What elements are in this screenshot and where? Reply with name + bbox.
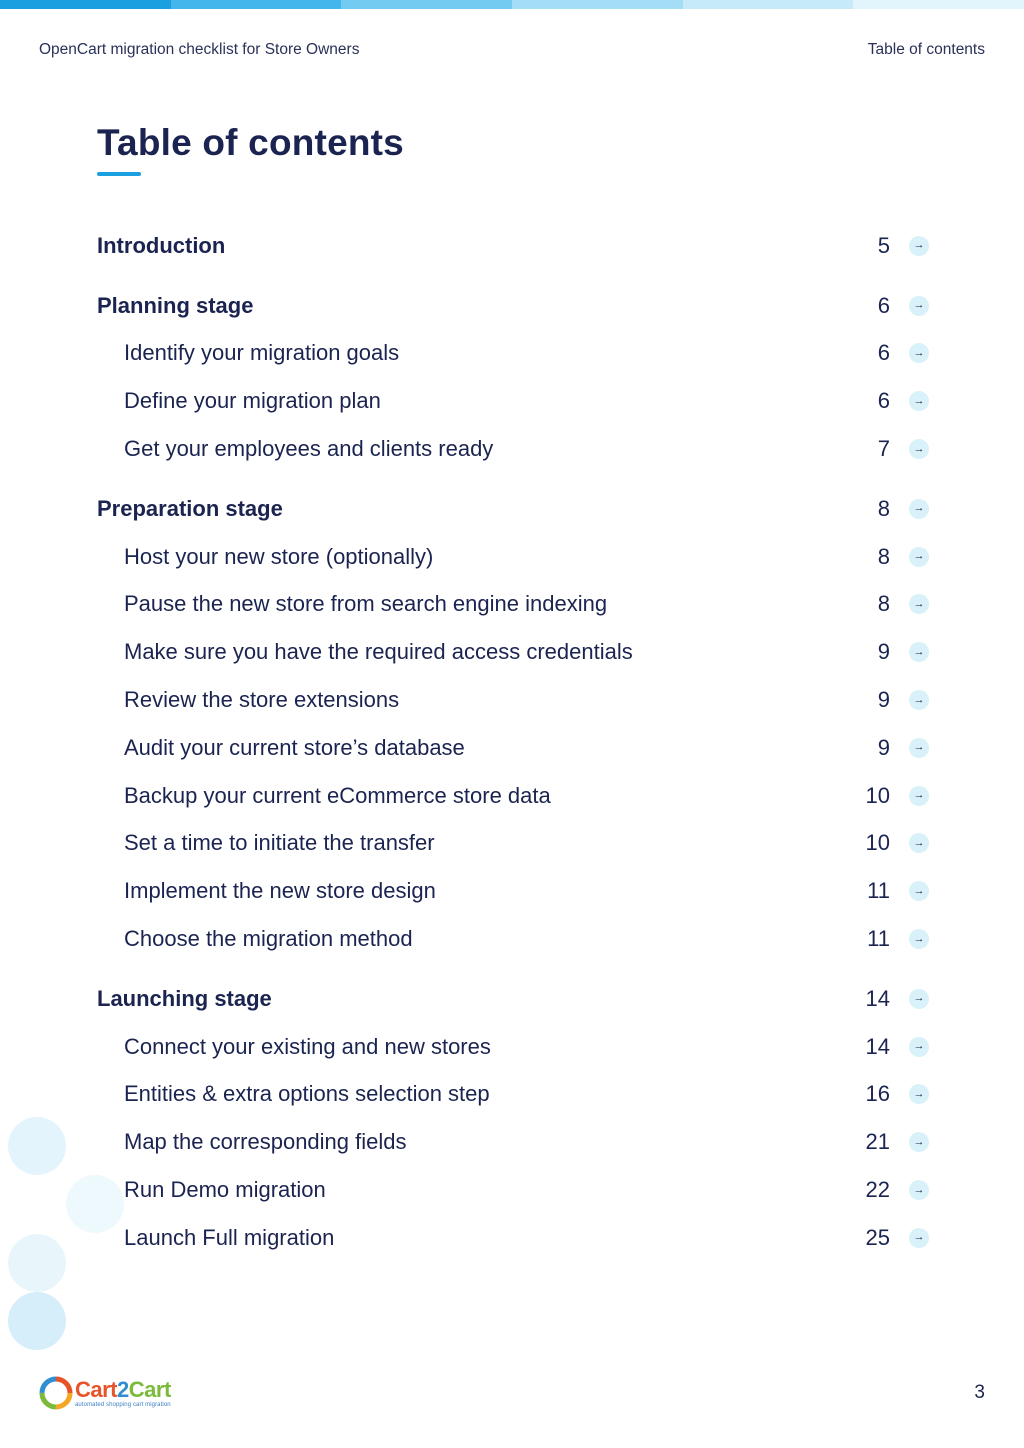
toc-entry-label: Preparation stage xyxy=(97,495,283,521)
arrow-right-icon[interactable]: → xyxy=(909,1132,929,1152)
toc-page-number: 6 xyxy=(877,292,890,318)
toc-subsection-row[interactable] xyxy=(97,581,929,629)
arrow-right-icon[interactable]: → xyxy=(909,833,929,853)
arrow-right-icon[interactable]: → xyxy=(909,1037,929,1057)
decorative-bubble xyxy=(66,1175,124,1233)
top-bar-segment xyxy=(171,0,342,9)
toc-subsection-row[interactable] xyxy=(97,1071,929,1119)
toc-subsection-row[interactable] xyxy=(97,772,929,820)
toc-entry-label: Connect your existing and new stores xyxy=(124,1033,491,1059)
toc-page-number: 6 xyxy=(877,340,890,366)
toc-entry-label: Launching stage xyxy=(97,985,272,1011)
arrow-right-icon[interactable]: → xyxy=(909,499,929,519)
cart2cart-logo[interactable] xyxy=(39,1376,171,1410)
arrow-right-icon[interactable]: → xyxy=(909,1228,929,1248)
arrow-right-icon[interactable]: → xyxy=(909,391,929,411)
toc-entry-label: Make sure you have the required access credentials xyxy=(124,639,633,665)
toc-page-number: 25 xyxy=(865,1224,890,1250)
arrow-right-icon[interactable]: → xyxy=(909,296,929,316)
running-header xyxy=(39,41,985,59)
table-of-contents xyxy=(97,222,929,1262)
toc-section-row[interactable] xyxy=(97,282,929,330)
toc-page-number: 7 xyxy=(877,436,890,462)
toc-entry-label: Run Demo migration xyxy=(124,1177,326,1203)
toc-subsection-row[interactable] xyxy=(97,867,929,915)
toc-subsection-row[interactable] xyxy=(97,724,929,772)
toc-entry-label: Backup your current eCommerce store data xyxy=(124,782,551,808)
toc-entry-label: Introduction xyxy=(97,232,226,258)
toc-subsection-row[interactable] xyxy=(97,1214,929,1262)
document-title: OpenCart migration checklist for Store Owners xyxy=(39,41,360,58)
toc-entry-label: Planning stage xyxy=(97,292,254,318)
toc-page-number: 8 xyxy=(877,591,890,617)
toc-page-number: 14 xyxy=(865,1033,890,1059)
toc-section-row[interactable] xyxy=(97,222,929,270)
logo-part-cart-second: Cart xyxy=(128,1376,171,1402)
toc-entry-label: Set a time to initiate the transfer xyxy=(124,830,435,856)
arrow-right-icon[interactable]: → xyxy=(909,439,929,459)
toc-entry-label: Choose the migration method xyxy=(124,926,413,952)
arrow-right-icon[interactable]: → xyxy=(909,738,929,758)
toc-page-number: 11 xyxy=(867,878,890,904)
toc-entry-label: Define your migration plan xyxy=(124,388,381,414)
toc-page-number: 8 xyxy=(877,495,890,521)
logo-part-2: 2 xyxy=(117,1376,129,1402)
arrow-right-icon[interactable]: → xyxy=(909,881,929,901)
top-bar-segment xyxy=(853,0,1024,9)
toc-entry-label: Launch Full migration xyxy=(124,1224,335,1250)
toc-entry-label: Host your new store (optionally) xyxy=(124,543,434,569)
toc-subsection-row[interactable] xyxy=(97,1118,929,1166)
toc-subsection-row[interactable] xyxy=(97,533,929,581)
toc-page-number: 16 xyxy=(865,1081,890,1107)
toc-subsection-row[interactable] xyxy=(97,676,929,724)
decorative-bubble xyxy=(8,1117,66,1175)
logo-tagline: automated shopping cart migration xyxy=(75,1401,171,1408)
top-bar-segment xyxy=(0,0,171,9)
page-title: Table of contents xyxy=(97,122,404,163)
arrow-right-icon[interactable]: → xyxy=(909,1180,929,1200)
toc-subsection-row[interactable] xyxy=(97,820,929,868)
arrow-right-icon[interactable]: → xyxy=(909,236,929,256)
toc-page-number: 14 xyxy=(865,985,890,1011)
toc-page-number: 10 xyxy=(865,830,890,856)
toc-entry-label: Audit your current store’s database xyxy=(124,734,465,760)
toc-entry-label: Map the corresponding fields xyxy=(124,1129,407,1155)
toc-page-number: 5 xyxy=(877,232,890,258)
top-bar-segment xyxy=(512,0,683,9)
arrow-right-icon[interactable]: → xyxy=(909,594,929,614)
toc-entry-label: Identify your migration goals xyxy=(124,340,400,366)
toc-page-number: 8 xyxy=(877,543,890,569)
toc-entry-label: Implement the new store design xyxy=(124,878,436,904)
toc-section-row[interactable] xyxy=(97,975,929,1023)
toc-subsection-row[interactable] xyxy=(97,1023,929,1071)
arrow-right-icon[interactable]: → xyxy=(909,786,929,806)
toc-entry-label: Get your employees and clients ready xyxy=(124,436,494,462)
toc-page-number: 6 xyxy=(877,388,890,414)
arrow-right-icon[interactable]: → xyxy=(909,343,929,363)
arrow-right-icon[interactable]: → xyxy=(909,1084,929,1104)
toc-page-number: 9 xyxy=(877,734,890,760)
top-bar-segment xyxy=(341,0,512,9)
decorative-bubble xyxy=(8,1292,66,1350)
toc-page-number: 9 xyxy=(877,687,890,713)
toc-page-number: 21 xyxy=(865,1129,890,1155)
top-bar-segment xyxy=(683,0,854,9)
toc-page-number: 22 xyxy=(865,1177,890,1203)
toc-subsection-row[interactable] xyxy=(97,377,929,425)
toc-section-row[interactable] xyxy=(97,485,929,533)
logo-wordmark xyxy=(75,1376,171,1402)
toc-subsection-row[interactable] xyxy=(97,1166,929,1214)
toc-entry-label: Entities & extra options selection step xyxy=(124,1081,490,1107)
toc-entry-label: Pause the new store from search engine indexing xyxy=(124,591,608,617)
cart2cart-logo-icon xyxy=(39,1376,73,1410)
toc-entry-label: Review the store extensions xyxy=(124,687,400,713)
top-gradient-bar xyxy=(0,0,1024,9)
toc-page-number: 10 xyxy=(865,782,890,808)
logo-part-cart: Cart xyxy=(75,1376,118,1402)
arrow-right-icon[interactable]: → xyxy=(909,642,929,662)
toc-subsection-row[interactable] xyxy=(97,628,929,676)
arrow-right-icon[interactable]: → xyxy=(909,989,929,1009)
arrow-right-icon[interactable]: → xyxy=(909,690,929,710)
toc-subsection-row[interactable] xyxy=(97,425,929,473)
decorative-bubble xyxy=(8,1234,66,1292)
arrow-right-icon[interactable]: → xyxy=(909,929,929,949)
toc-subsection-row[interactable] xyxy=(97,330,929,378)
title-underline xyxy=(97,172,141,176)
section-title: Table of contents xyxy=(867,41,985,58)
toc-page-number: 11 xyxy=(867,926,890,952)
page-number: 3 xyxy=(974,1382,985,1403)
toc-subsection-row[interactable] xyxy=(97,915,929,963)
arrow-right-icon[interactable]: → xyxy=(909,547,929,567)
toc-page-number: 9 xyxy=(877,639,890,665)
